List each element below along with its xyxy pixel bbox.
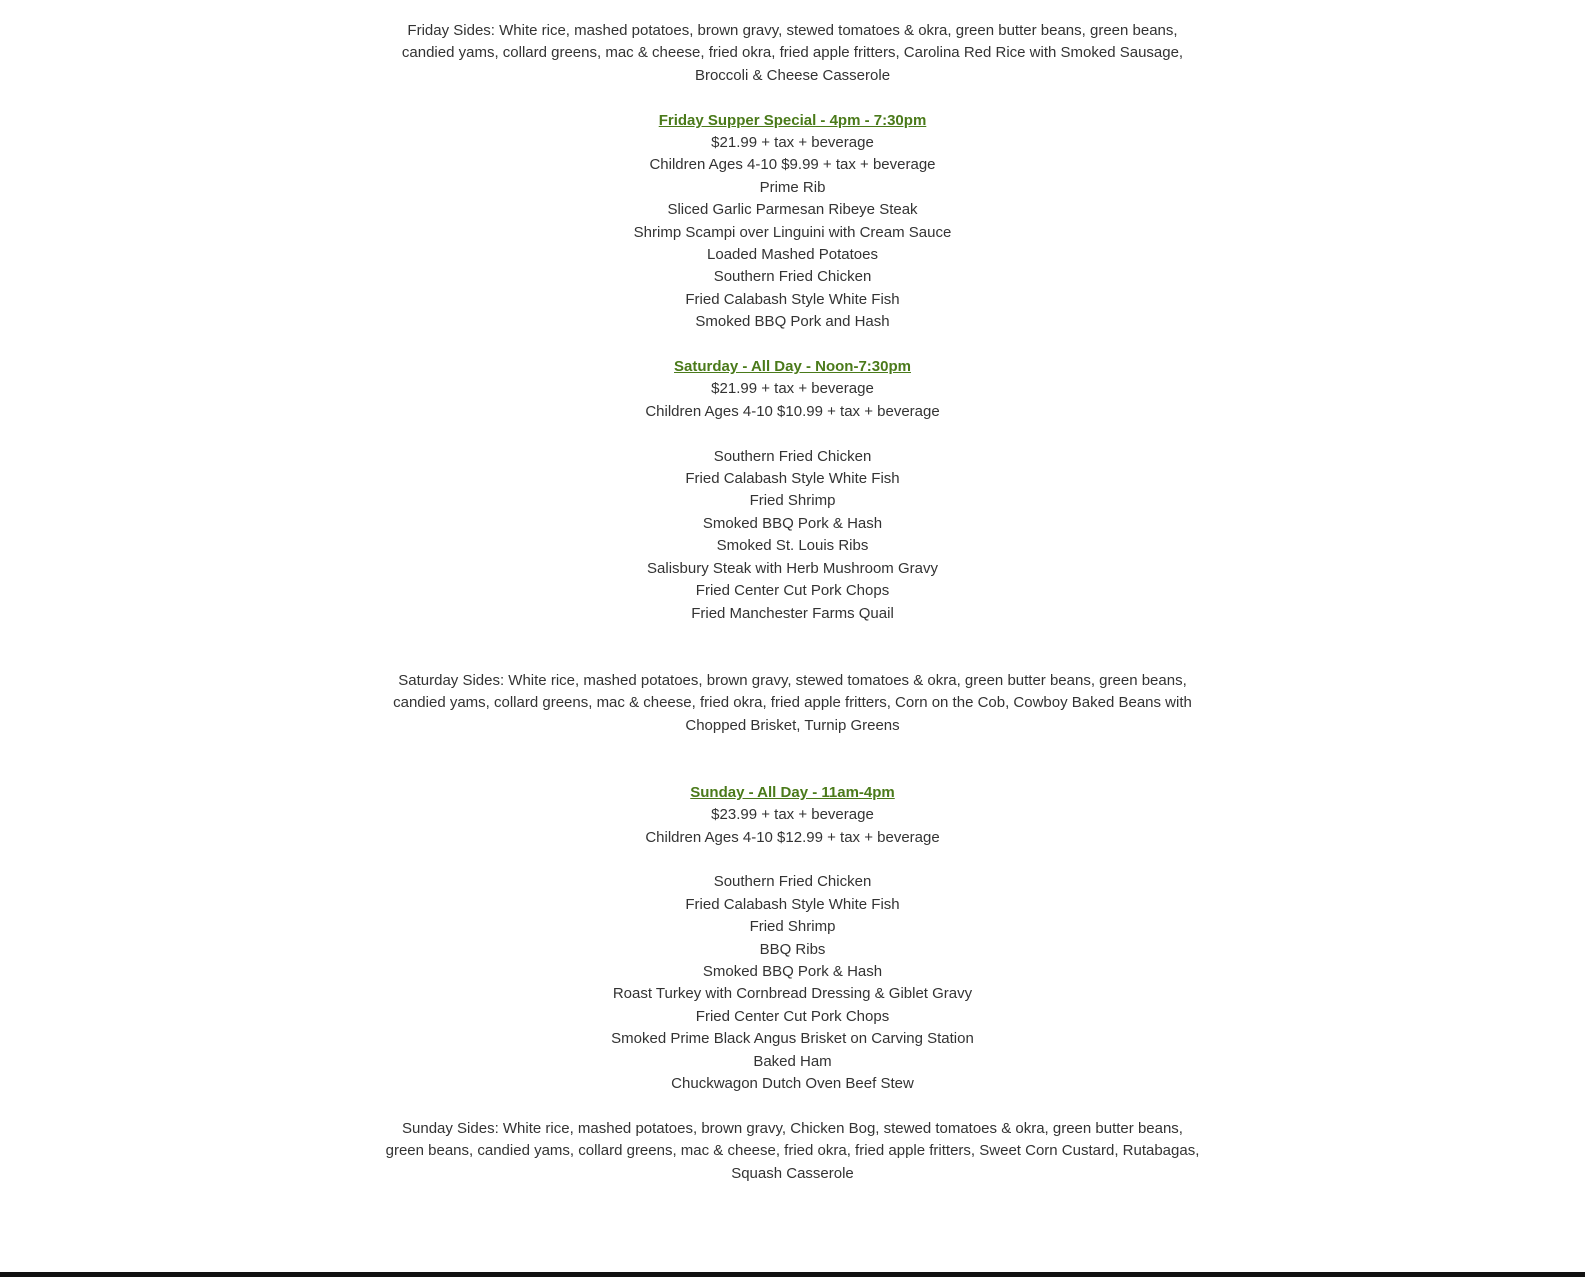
saturday-item: Fried Manchester Farms Quail: [691, 604, 894, 622]
friday-supper-children-price: Children Ages 4-10 $9.99 + tax + beverage: [649, 156, 936, 174]
sunday-item: Southern Fried Chicken: [713, 873, 872, 891]
friday-supper-price: $21.99 + tax + beverage: [711, 134, 874, 152]
sunday-item: Chuckwagon Dutch Oven Beef Stew: [671, 1075, 914, 1092]
sunday-item: Fried Center Cut Pork Chops: [695, 1007, 890, 1025]
saturday-price: $21.99 + tax + beverage: [711, 380, 874, 398]
sunday-item: Smoked Prime Black Angus Brisket on Carving Station: [611, 1030, 974, 1048]
friday-sides-text: Friday Sides: White rice, mashed potatoes, brown gravy, stewed tomatoes & okra, green butter beans, green beans, candied yams, collard greens, mac & cheese, fried okra, fried apple fritters, Carolina Red Rice with Smoked Sausage, Broccoli & Cheese Casserole: [401, 22, 1184, 84]
saturday-heading: Saturday - All Day - Noon-7:30pm: [674, 358, 911, 376]
friday-supper-item: Southern Fried Chicken: [713, 268, 872, 286]
sunday-sides-text: Sunday Sides: White rice, mashed potatoes, brown gravy, Chicken Bog, stewed tomatoes & okra, green butter beans, green beans, candied yams, collard greens, mac & cheese, fried okra, fried apple fritters, Sweet Corn Custard, Rutabagas, Squash Casserole: [385, 1119, 1200, 1182]
saturday-item: Fried Center Cut Pork Chops: [695, 582, 890, 600]
saturday-item: Fried Shrimp: [749, 492, 836, 510]
friday-supper-item: Fried Calabash Style White Fish: [685, 290, 900, 308]
friday-supper-item: Loaded Mashed Potatoes: [707, 246, 878, 264]
sunday-item: Baked Ham: [753, 1052, 832, 1070]
saturday-item: Smoked BBQ Pork & Hash: [702, 514, 883, 532]
sunday-item: Fried Shrimp: [749, 918, 836, 936]
saturday-item: Fried Calabash Style White Fish: [685, 470, 900, 488]
menu-content: [0, 20, 1585, 1185]
friday-supper-item: Prime Rib: [759, 178, 826, 196]
friday-supper-item: Smoked BBQ Pork and Hash: [695, 313, 890, 331]
saturday-item: Smoked St. Louis Ribs: [716, 537, 869, 555]
bottom-divider: [0, 1272, 1585, 1277]
sunday-item: BBQ Ribs: [759, 940, 826, 958]
sunday-price: $23.99 + tax + beverage: [711, 806, 874, 824]
sunday-heading: Sunday - All Day - 11am-4pm: [690, 783, 895, 801]
sunday-item: Fried Calabash Style White Fish: [685, 895, 900, 913]
friday-supper-heading: Friday Supper Special - 4pm - 7:30pm: [658, 111, 927, 129]
sunday-item: Smoked BBQ Pork & Hash: [702, 962, 883, 980]
saturday-sides-text: Saturday Sides: White rice, mashed potatoes, brown gravy, stewed tomatoes & okra, green butter beans, green beans, candied yams, collard greens, mac & cheese, fried okra, fried apple fritters, Corn on the Cob, Cowboy Baked Beans with Chopped Brisket, Turnip Greens: [393, 671, 1192, 734]
saturday-children-price: Children Ages 4-10 $10.99 + tax + beverage: [645, 402, 940, 420]
sunday-item: Roast Turkey with Cornbread Dressing & Giblet Gravy: [612, 985, 973, 1003]
saturday-item: Salisbury Steak with Herb Mushroom Gravy: [647, 559, 938, 577]
friday-supper-item: Shrimp Scampi over Linguini with Cream Sauce: [633, 223, 952, 241]
saturday-item: Southern Fried Chicken: [713, 447, 872, 465]
sunday-children-price: Children Ages 4-10 $12.99 + tax + beverage: [645, 828, 940, 846]
friday-supper-item: Sliced Garlic Parmesan Ribeye Steak: [667, 201, 918, 219]
